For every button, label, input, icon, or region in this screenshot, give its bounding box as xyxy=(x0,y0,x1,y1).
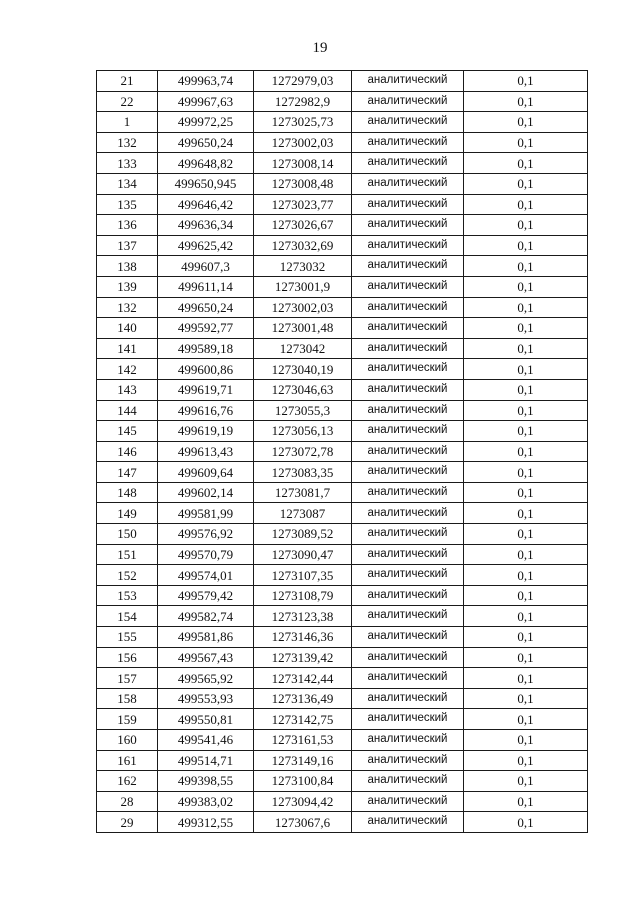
method-cell: аналитический xyxy=(352,688,464,709)
table-row xyxy=(97,585,588,606)
accuracy-cell: 0,1 xyxy=(464,544,588,565)
accuracy-cell: 0,1 xyxy=(464,565,588,586)
point-number-cell: 136 xyxy=(97,215,158,236)
method-cell: аналитический xyxy=(352,750,464,771)
point-number-cell: 155 xyxy=(97,627,158,648)
method-cell: аналитический xyxy=(352,297,464,318)
x-coordinate-cell: 499514,71 xyxy=(158,750,254,771)
accuracy-cell: 0,1 xyxy=(464,647,588,668)
point-number-cell: 139 xyxy=(97,276,158,297)
y-coordinate-cell: 1273094,42 xyxy=(254,791,352,812)
table-row xyxy=(97,565,588,586)
y-coordinate-cell: 1273055,3 xyxy=(254,400,352,421)
table-row xyxy=(97,194,588,215)
accuracy-cell: 0,1 xyxy=(464,585,588,606)
y-coordinate-cell: 1273023,77 xyxy=(254,194,352,215)
point-number-cell: 29 xyxy=(97,812,158,833)
y-coordinate-cell: 1273002,03 xyxy=(254,132,352,153)
y-coordinate-cell: 1272982,9 xyxy=(254,91,352,112)
y-coordinate-cell: 1273040,19 xyxy=(254,359,352,380)
coordinates-table xyxy=(96,70,588,833)
x-coordinate-cell: 499650,945 xyxy=(158,173,254,194)
point-number-cell: 156 xyxy=(97,647,158,668)
x-coordinate-cell: 499567,43 xyxy=(158,647,254,668)
accuracy-cell: 0,1 xyxy=(464,235,588,256)
method-cell: аналитический xyxy=(352,462,464,483)
x-coordinate-cell: 499570,79 xyxy=(158,544,254,565)
accuracy-cell: 0,1 xyxy=(464,482,588,503)
y-coordinate-cell: 1273072,78 xyxy=(254,441,352,462)
y-coordinate-cell: 1273090,47 xyxy=(254,544,352,565)
method-cell: аналитический xyxy=(352,91,464,112)
accuracy-cell: 0,1 xyxy=(464,400,588,421)
y-coordinate-cell: 1273146,36 xyxy=(254,627,352,648)
point-number-cell: 135 xyxy=(97,194,158,215)
accuracy-cell: 0,1 xyxy=(464,297,588,318)
point-number-cell: 150 xyxy=(97,524,158,545)
accuracy-cell: 0,1 xyxy=(464,812,588,833)
x-coordinate-cell: 499550,81 xyxy=(158,709,254,730)
accuracy-cell: 0,1 xyxy=(464,112,588,133)
method-cell: аналитический xyxy=(352,441,464,462)
table-row xyxy=(97,400,588,421)
y-coordinate-cell: 1273083,35 xyxy=(254,462,352,483)
table-row xyxy=(97,91,588,112)
y-coordinate-cell: 1273149,16 xyxy=(254,750,352,771)
accuracy-cell: 0,1 xyxy=(464,256,588,277)
y-coordinate-cell: 1273002,03 xyxy=(254,297,352,318)
method-cell: аналитический xyxy=(352,112,464,133)
x-coordinate-cell: 499611,14 xyxy=(158,276,254,297)
x-coordinate-cell: 499967,63 xyxy=(158,91,254,112)
x-coordinate-cell: 499616,76 xyxy=(158,400,254,421)
table-row xyxy=(97,235,588,256)
y-coordinate-cell: 1272979,03 xyxy=(254,71,352,92)
table-row xyxy=(97,112,588,133)
accuracy-cell: 0,1 xyxy=(464,627,588,648)
y-coordinate-cell: 1273100,84 xyxy=(254,771,352,792)
method-cell: аналитический xyxy=(352,482,464,503)
point-number-cell: 1 xyxy=(97,112,158,133)
x-coordinate-cell: 499589,18 xyxy=(158,338,254,359)
x-coordinate-cell: 499648,82 xyxy=(158,153,254,174)
x-coordinate-cell: 499576,92 xyxy=(158,524,254,545)
accuracy-cell: 0,1 xyxy=(464,750,588,771)
table-row xyxy=(97,503,588,524)
x-coordinate-cell: 499541,46 xyxy=(158,730,254,751)
table-row xyxy=(97,668,588,689)
accuracy-cell: 0,1 xyxy=(464,173,588,194)
point-number-cell: 145 xyxy=(97,421,158,442)
point-number-cell: 158 xyxy=(97,688,158,709)
accuracy-cell: 0,1 xyxy=(464,359,588,380)
y-coordinate-cell: 1273161,53 xyxy=(254,730,352,751)
method-cell: аналитический xyxy=(352,524,464,545)
table-row xyxy=(97,627,588,648)
y-coordinate-cell: 1273142,44 xyxy=(254,668,352,689)
table-row xyxy=(97,791,588,812)
point-number-cell: 28 xyxy=(97,791,158,812)
point-number-cell: 161 xyxy=(97,750,158,771)
accuracy-cell: 0,1 xyxy=(464,194,588,215)
table-row xyxy=(97,544,588,565)
point-number-cell: 132 xyxy=(97,132,158,153)
method-cell: аналитический xyxy=(352,215,464,236)
point-number-cell: 141 xyxy=(97,338,158,359)
x-coordinate-cell: 499650,24 xyxy=(158,132,254,153)
y-coordinate-cell: 1273001,9 xyxy=(254,276,352,297)
y-coordinate-cell: 1273025,73 xyxy=(254,112,352,133)
accuracy-cell: 0,1 xyxy=(464,524,588,545)
method-cell: аналитический xyxy=(352,276,464,297)
method-cell: аналитический xyxy=(352,338,464,359)
accuracy-cell: 0,1 xyxy=(464,771,588,792)
accuracy-cell: 0,1 xyxy=(464,379,588,400)
accuracy-cell: 0,1 xyxy=(464,462,588,483)
accuracy-cell: 0,1 xyxy=(464,791,588,812)
table-row xyxy=(97,297,588,318)
x-coordinate-cell: 499607,3 xyxy=(158,256,254,277)
method-cell: аналитический xyxy=(352,709,464,730)
point-number-cell: 153 xyxy=(97,585,158,606)
point-number-cell: 140 xyxy=(97,318,158,339)
point-number-cell: 152 xyxy=(97,565,158,586)
method-cell: аналитический xyxy=(352,71,464,92)
x-coordinate-cell: 499565,92 xyxy=(158,668,254,689)
x-coordinate-cell: 499650,24 xyxy=(158,297,254,318)
table-row xyxy=(97,771,588,792)
method-cell: аналитический xyxy=(352,318,464,339)
method-cell: аналитический xyxy=(352,379,464,400)
method-cell: аналитический xyxy=(352,812,464,833)
point-number-cell: 149 xyxy=(97,503,158,524)
accuracy-cell: 0,1 xyxy=(464,71,588,92)
x-coordinate-cell: 499619,19 xyxy=(158,421,254,442)
point-number-cell: 162 xyxy=(97,771,158,792)
point-number-cell: 137 xyxy=(97,235,158,256)
point-number-cell: 160 xyxy=(97,730,158,751)
x-coordinate-cell: 499574,01 xyxy=(158,565,254,586)
table-row xyxy=(97,606,588,627)
page-number: 19 xyxy=(312,40,328,56)
method-cell: аналитический xyxy=(352,173,464,194)
x-coordinate-cell: 499579,42 xyxy=(158,585,254,606)
table-row xyxy=(97,153,588,174)
point-number-cell: 142 xyxy=(97,359,158,380)
x-coordinate-cell: 499625,42 xyxy=(158,235,254,256)
method-cell: аналитический xyxy=(352,565,464,586)
method-cell: аналитический xyxy=(352,421,464,442)
table-row xyxy=(97,256,588,277)
table-row xyxy=(97,482,588,503)
table-row xyxy=(97,276,588,297)
accuracy-cell: 0,1 xyxy=(464,276,588,297)
table-row xyxy=(97,173,588,194)
point-number-cell: 147 xyxy=(97,462,158,483)
y-coordinate-cell: 1273056,13 xyxy=(254,421,352,442)
x-coordinate-cell: 499312,55 xyxy=(158,812,254,833)
accuracy-cell: 0,1 xyxy=(464,215,588,236)
table-row xyxy=(97,750,588,771)
y-coordinate-cell: 1273139,42 xyxy=(254,647,352,668)
method-cell: аналитический xyxy=(352,256,464,277)
y-coordinate-cell: 1273089,52 xyxy=(254,524,352,545)
method-cell: аналитический xyxy=(352,627,464,648)
x-coordinate-cell: 499383,02 xyxy=(158,791,254,812)
y-coordinate-cell: 1273123,38 xyxy=(254,606,352,627)
accuracy-cell: 0,1 xyxy=(464,153,588,174)
y-coordinate-cell: 1273107,35 xyxy=(254,565,352,586)
y-coordinate-cell: 1273008,14 xyxy=(254,153,352,174)
method-cell: аналитический xyxy=(352,194,464,215)
accuracy-cell: 0,1 xyxy=(464,338,588,359)
accuracy-cell: 0,1 xyxy=(464,441,588,462)
table-row xyxy=(97,71,588,92)
x-coordinate-cell: 499398,55 xyxy=(158,771,254,792)
x-coordinate-cell: 499581,86 xyxy=(158,627,254,648)
method-cell: аналитический xyxy=(352,668,464,689)
table-row xyxy=(97,462,588,483)
table-row xyxy=(97,318,588,339)
accuracy-cell: 0,1 xyxy=(464,709,588,730)
point-number-cell: 148 xyxy=(97,482,158,503)
table-row xyxy=(97,709,588,730)
x-coordinate-cell: 499592,77 xyxy=(158,318,254,339)
accuracy-cell: 0,1 xyxy=(464,91,588,112)
method-cell: аналитический xyxy=(352,647,464,668)
y-coordinate-cell: 1273042 xyxy=(254,338,352,359)
x-coordinate-cell: 499619,71 xyxy=(158,379,254,400)
method-cell: аналитический xyxy=(352,132,464,153)
y-coordinate-cell: 1273008,48 xyxy=(254,173,352,194)
y-coordinate-cell: 1273081,7 xyxy=(254,482,352,503)
y-coordinate-cell: 1273026,67 xyxy=(254,215,352,236)
point-number-cell: 146 xyxy=(97,441,158,462)
y-coordinate-cell: 1273136,49 xyxy=(254,688,352,709)
table-row xyxy=(97,730,588,751)
accuracy-cell: 0,1 xyxy=(464,503,588,524)
table-row xyxy=(97,812,588,833)
x-coordinate-cell: 499553,93 xyxy=(158,688,254,709)
coordinates-table-body xyxy=(97,71,588,833)
method-cell: аналитический xyxy=(352,235,464,256)
y-coordinate-cell: 1273046,63 xyxy=(254,379,352,400)
method-cell: аналитический xyxy=(352,730,464,751)
method-cell: аналитический xyxy=(352,771,464,792)
x-coordinate-cell: 499972,25 xyxy=(158,112,254,133)
y-coordinate-cell: 1273087 xyxy=(254,503,352,524)
point-number-cell: 134 xyxy=(97,173,158,194)
x-coordinate-cell: 499609,64 xyxy=(158,462,254,483)
point-number-cell: 22 xyxy=(97,91,158,112)
x-coordinate-cell: 499636,34 xyxy=(158,215,254,236)
table-row xyxy=(97,688,588,709)
x-coordinate-cell: 499613,43 xyxy=(158,441,254,462)
method-cell: аналитический xyxy=(352,153,464,174)
x-coordinate-cell: 499600,86 xyxy=(158,359,254,380)
accuracy-cell: 0,1 xyxy=(464,132,588,153)
accuracy-cell: 0,1 xyxy=(464,730,588,751)
y-coordinate-cell: 1273108,79 xyxy=(254,585,352,606)
accuracy-cell: 0,1 xyxy=(464,668,588,689)
table-row xyxy=(97,132,588,153)
method-cell: аналитический xyxy=(352,791,464,812)
table-row xyxy=(97,359,588,380)
table-row xyxy=(97,215,588,236)
table-row xyxy=(97,421,588,442)
x-coordinate-cell: 499602,14 xyxy=(158,482,254,503)
point-number-cell: 132 xyxy=(97,297,158,318)
x-coordinate-cell: 499581,99 xyxy=(158,503,254,524)
method-cell: аналитический xyxy=(352,544,464,565)
method-cell: аналитический xyxy=(352,503,464,524)
point-number-cell: 133 xyxy=(97,153,158,174)
method-cell: аналитический xyxy=(352,359,464,380)
y-coordinate-cell: 1273067,6 xyxy=(254,812,352,833)
point-number-cell: 154 xyxy=(97,606,158,627)
method-cell: аналитический xyxy=(352,606,464,627)
y-coordinate-cell: 1273142,75 xyxy=(254,709,352,730)
point-number-cell: 143 xyxy=(97,379,158,400)
table-row xyxy=(97,379,588,400)
method-cell: аналитический xyxy=(352,400,464,421)
point-number-cell: 157 xyxy=(97,668,158,689)
accuracy-cell: 0,1 xyxy=(464,318,588,339)
y-coordinate-cell: 1273032,69 xyxy=(254,235,352,256)
accuracy-cell: 0,1 xyxy=(464,606,588,627)
point-number-cell: 159 xyxy=(97,709,158,730)
accuracy-cell: 0,1 xyxy=(464,421,588,442)
table-row xyxy=(97,441,588,462)
point-number-cell: 144 xyxy=(97,400,158,421)
method-cell: аналитический xyxy=(352,585,464,606)
x-coordinate-cell: 499646,42 xyxy=(158,194,254,215)
accuracy-cell: 0,1 xyxy=(464,688,588,709)
y-coordinate-cell: 1273001,48 xyxy=(254,318,352,339)
table-row xyxy=(97,524,588,545)
x-coordinate-cell: 499582,74 xyxy=(158,606,254,627)
point-number-cell: 151 xyxy=(97,544,158,565)
point-number-cell: 21 xyxy=(97,71,158,92)
table-row xyxy=(97,338,588,359)
point-number-cell: 138 xyxy=(97,256,158,277)
x-coordinate-cell: 499963,74 xyxy=(158,71,254,92)
y-coordinate-cell: 1273032 xyxy=(254,256,352,277)
table-row xyxy=(97,647,588,668)
